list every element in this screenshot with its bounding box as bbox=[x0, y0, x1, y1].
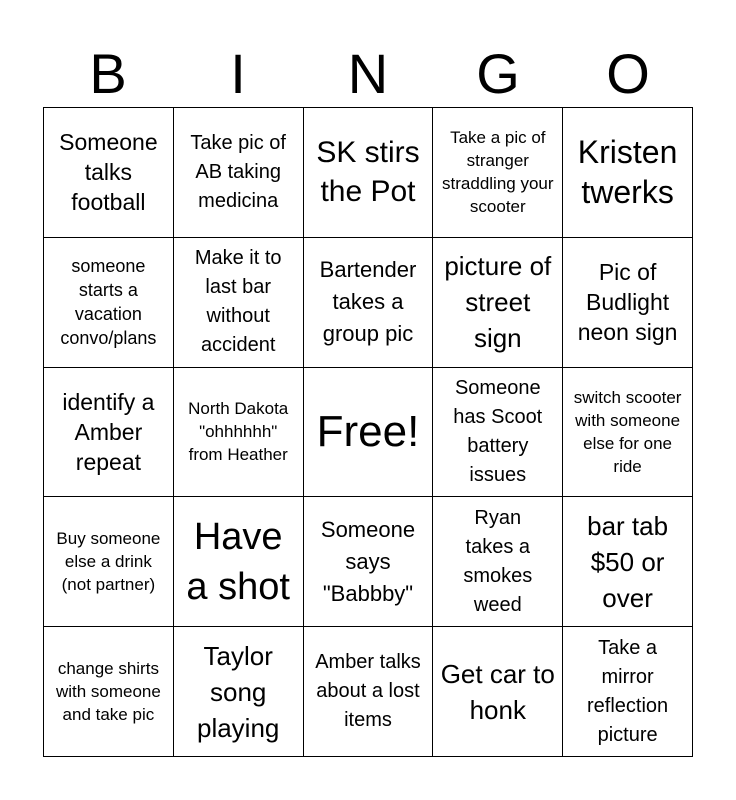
free-space-text: Free! bbox=[316, 406, 420, 456]
bingo-cell[interactable] bbox=[433, 368, 563, 498]
bingo-cell-text: picture of street sign bbox=[444, 251, 552, 354]
bingo-cell-text: Take a pic of stranger straddling your scooter bbox=[442, 128, 554, 217]
bingo-cell[interactable] bbox=[563, 238, 693, 368]
bingo-cell[interactable] bbox=[433, 497, 563, 627]
bingo-header bbox=[43, 40, 693, 108]
header-letter-o: O bbox=[606, 42, 650, 105]
bingo-cell-text: SK stirs the Pot bbox=[316, 136, 420, 209]
bingo-cell-text: bar tab $50 or over bbox=[587, 510, 669, 613]
header-letter-b: B bbox=[89, 42, 127, 105]
bingo-cell[interactable] bbox=[563, 497, 693, 627]
bingo-cell[interactable] bbox=[304, 497, 434, 627]
bingo-cell-text: Take a mirror reflection picture bbox=[587, 636, 669, 746]
bingo-cell-text: Someone says "Babbby" bbox=[320, 516, 416, 606]
bingo-cell[interactable] bbox=[304, 627, 434, 757]
bingo-cell-text: Taylor song playing bbox=[196, 640, 280, 743]
bingo-cell[interactable] bbox=[563, 368, 693, 498]
bingo-cell-text: Get car to honk bbox=[440, 658, 555, 725]
bingo-cell[interactable] bbox=[174, 238, 304, 368]
bingo-cell-text: change shirts with someone and take pic bbox=[55, 659, 161, 725]
bingo-cell[interactable] bbox=[44, 497, 174, 627]
bingo-cell-text: Pic of Budlight neon sign bbox=[577, 259, 678, 346]
bingo-cell-text: Take pic of AB taking medicina bbox=[190, 131, 286, 212]
bingo-cell[interactable] bbox=[174, 627, 304, 757]
bingo-cell[interactable] bbox=[563, 627, 693, 757]
bingo-cell[interactable] bbox=[563, 108, 693, 238]
bingo-cell[interactable] bbox=[174, 497, 304, 627]
bingo-cell-text: Kristen twerks bbox=[577, 134, 678, 211]
bingo-cell[interactable] bbox=[304, 368, 434, 498]
bingo-cell[interactable] bbox=[174, 108, 304, 238]
bingo-cell-text: Make it to last bar without accident bbox=[194, 247, 282, 357]
bingo-cell-text: Ryan takes a smokes weed bbox=[463, 506, 533, 616]
header-letter-g: G bbox=[476, 42, 520, 105]
bingo-cell-text: Have a shot bbox=[186, 515, 290, 608]
bingo-cell[interactable] bbox=[433, 108, 563, 238]
bingo-cell[interactable] bbox=[304, 108, 434, 238]
header-letter-i: I bbox=[230, 42, 246, 105]
bingo-cell[interactable] bbox=[174, 368, 304, 498]
bingo-cell-text: Buy someone else a drink (not partner) bbox=[56, 529, 161, 595]
bingo-cell[interactable] bbox=[304, 238, 434, 368]
bingo-board bbox=[43, 107, 693, 757]
bingo-cell-text: North Dakota "ohhhhhh" from Heather bbox=[188, 399, 289, 465]
bingo-cell[interactable] bbox=[44, 108, 174, 238]
bingo-cell[interactable] bbox=[44, 368, 174, 498]
bingo-cell[interactable] bbox=[433, 627, 563, 757]
header-letter-n: N bbox=[347, 42, 389, 105]
bingo-cell[interactable] bbox=[44, 627, 174, 757]
bingo-cell-text: Bartender takes a group pic bbox=[319, 257, 417, 347]
bingo-cell-text: switch scooter with someone else for one ride bbox=[573, 387, 682, 476]
bingo-cell[interactable] bbox=[433, 238, 563, 368]
bingo-cell-text: someone starts a vacation convo/plans bbox=[60, 256, 157, 349]
bingo-cell-text: Someone has Scoot battery issues bbox=[453, 376, 543, 486]
bingo-cell-text: Someone talks football bbox=[59, 129, 158, 216]
bingo-cell[interactable] bbox=[44, 238, 174, 368]
bingo-cell-text: Amber talks about a lost items bbox=[315, 651, 421, 732]
bingo-cell-text: identify a Amber repeat bbox=[62, 388, 155, 475]
